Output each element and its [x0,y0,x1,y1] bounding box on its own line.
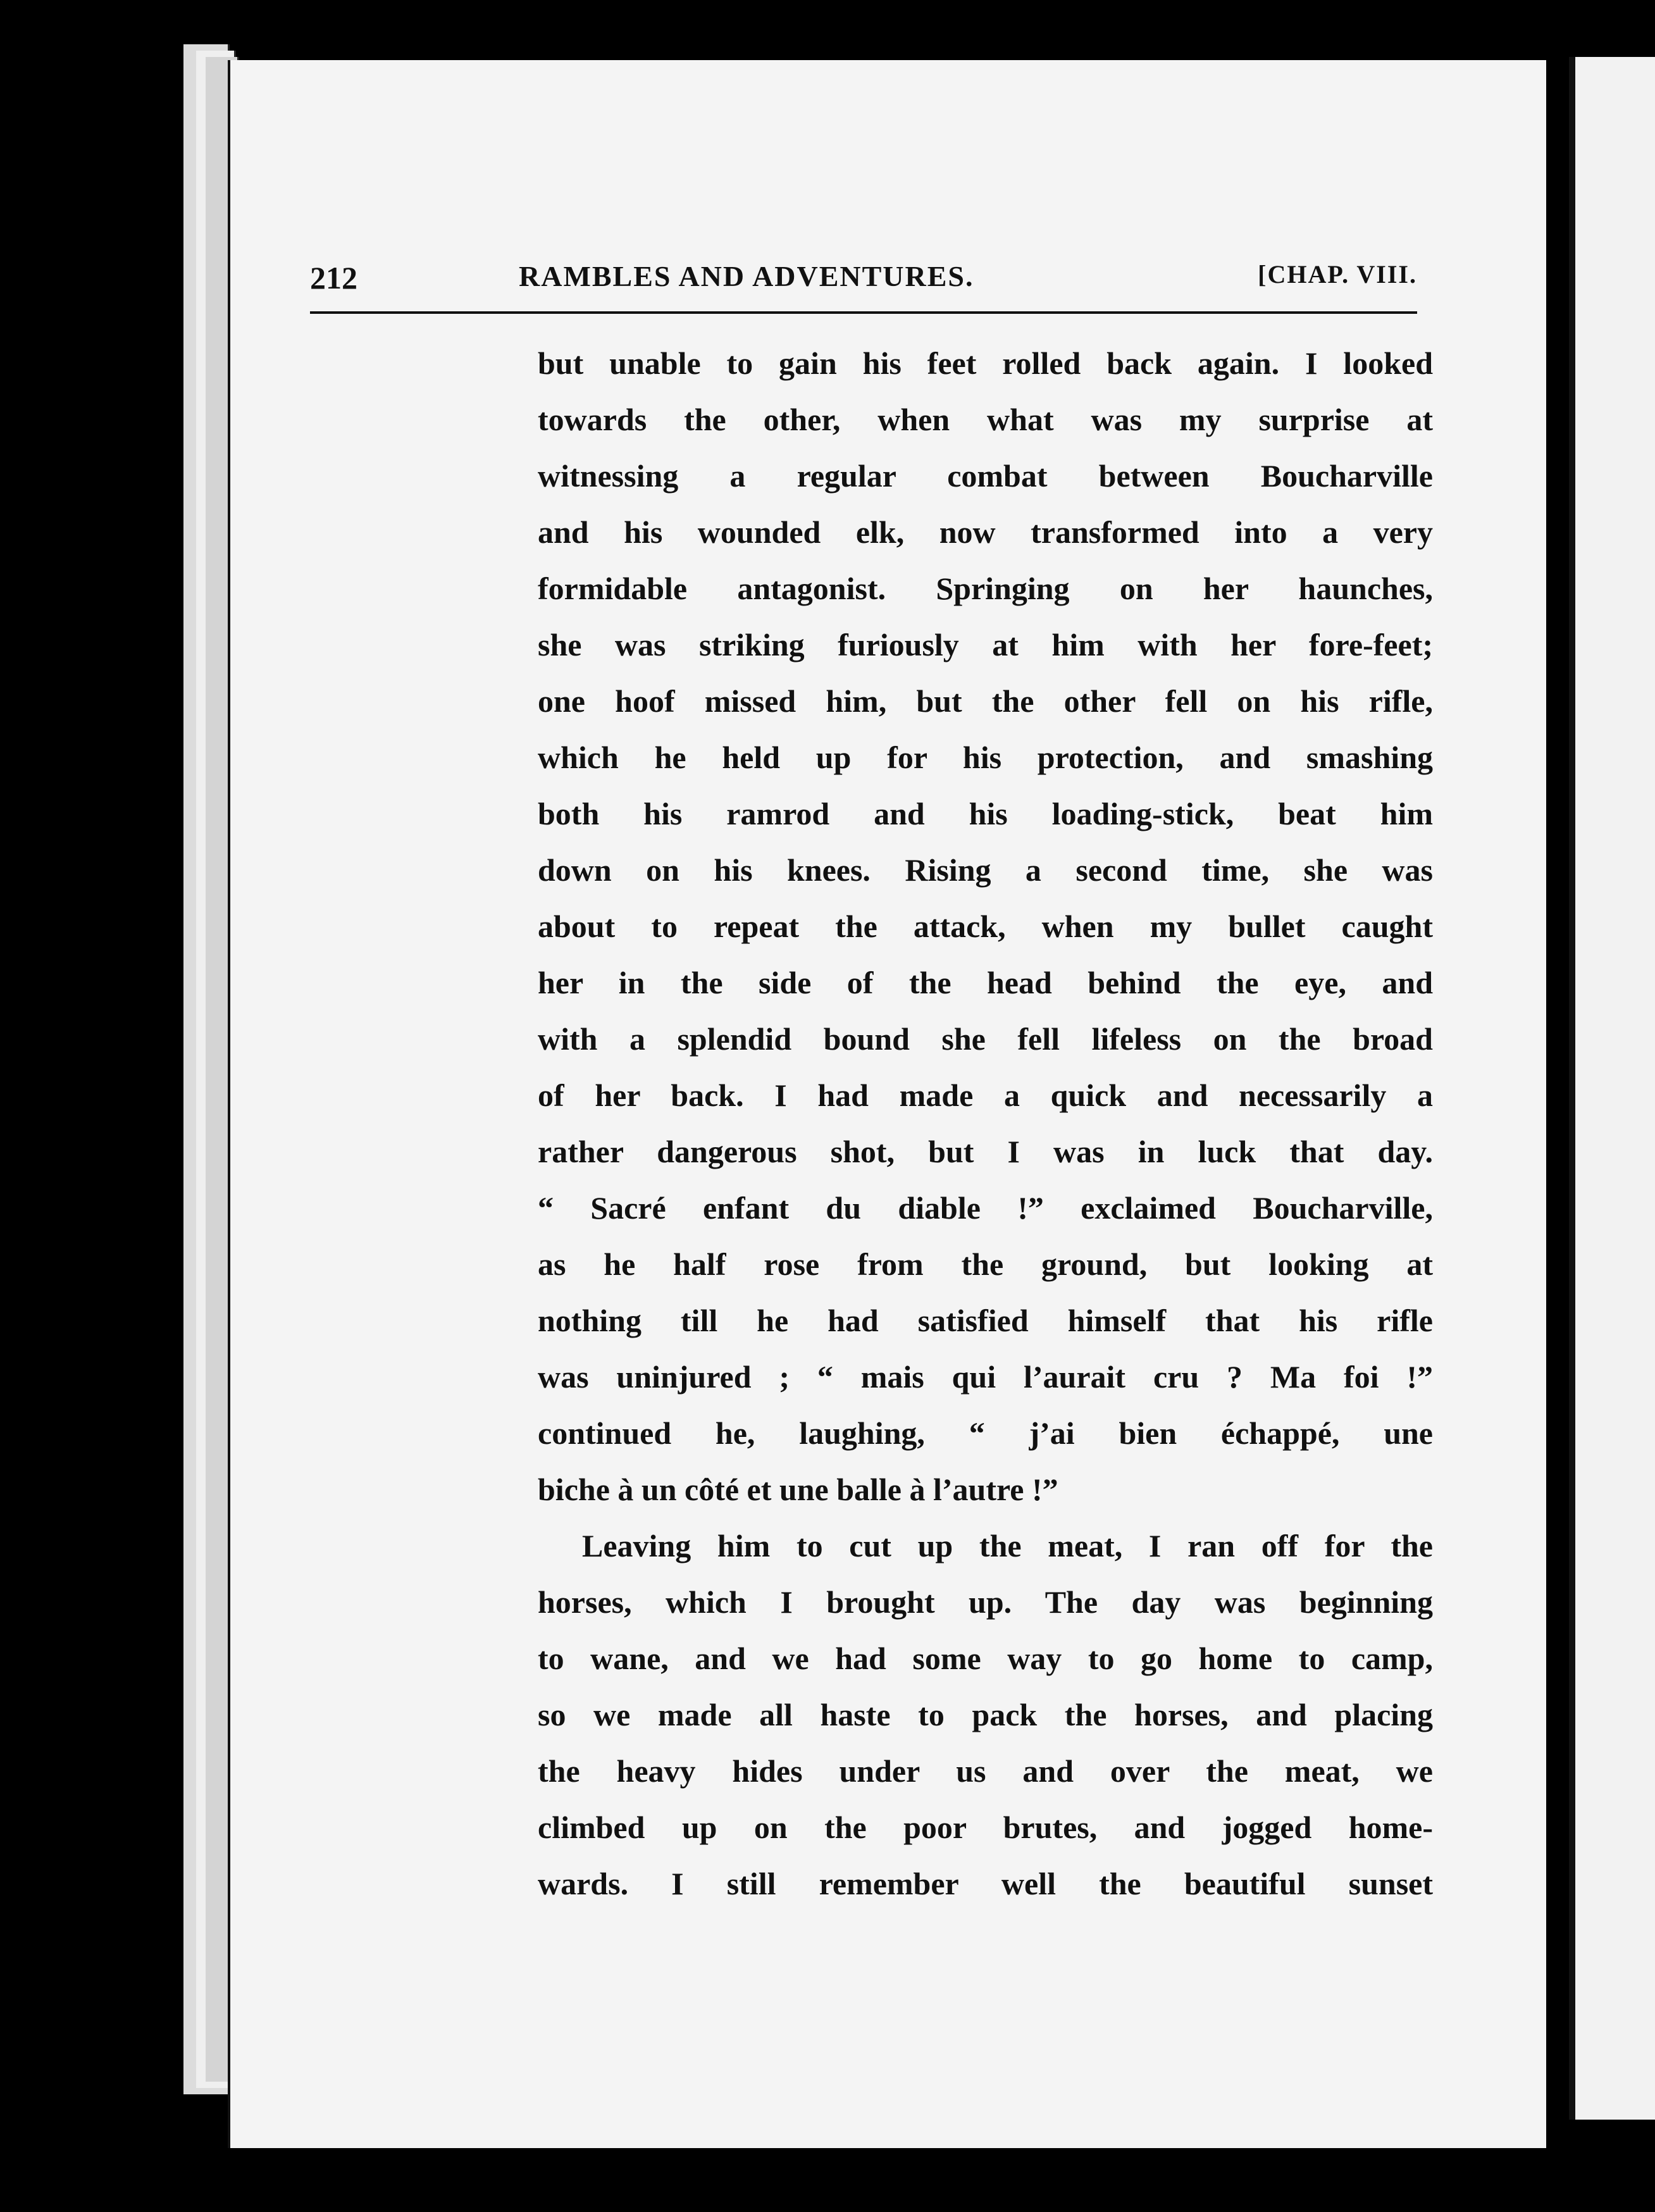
text-line: formidable antagonist. Springing on her haunches, [538,571,1433,606]
text-line: her in the side of the head behind the eye, and [538,965,1433,1000]
text-line: so we made all haste to pack the horses, and placing [538,1697,1433,1732]
facing-page-edge [1569,57,1655,2120]
text-line: biche à un côté et une balle à l’autre !” [538,1472,1058,1507]
text-line: one hoof missed him, but the other fell on his rifle, [538,683,1433,719]
text-line: with a splendid bound she fell lifeless on the broad [538,1021,1433,1057]
page-number: 212 [310,260,357,295]
text-line: to wane, and we had some way to go home to camp, [538,1641,1433,1676]
text-line: both his ramrod and his loading-stick, beat him [538,796,1433,831]
text-line: and his wounded elk, now transformed into a very [538,514,1433,550]
text-line: towards the other, when what was my surprise at [538,402,1433,437]
text-line: “ Sacré enfant du diable !” exclaimed Boucharville, [538,1190,1433,1226]
text-line: witnessing a regular combat between Boucharville [538,458,1433,494]
text-line: climbed up on the poor brutes, and jogged home- [538,1810,1433,1845]
text-line: the heavy hides under us and over the meat, we [538,1753,1433,1789]
text-line: but unable to gain his feet rolled back again. I looked [538,345,1433,381]
text-line: down on his knees. Rising a second time, she was [538,852,1433,888]
text-line: rather dangerous shot, but I was in luck that day. [538,1134,1433,1169]
text-line: she was striking furiously at him with her fore-feet; [538,627,1433,662]
text-line: of her back. I had made a quick and necessarily a [538,1078,1433,1113]
text-line: as he half rose from the ground, but looking at [538,1246,1433,1282]
page-header [310,253,1417,304]
chapter-reference: [CHAP. VIII. [1258,260,1417,289]
text-line: which he held up for his protection, and smashing [538,740,1433,775]
text-line: wards. I still remember well the beautiful sunset [538,1866,1433,1901]
running-title: RAMBLES AND ADVENTURES. [519,260,974,292]
text-line: Leaving him to cut up the meat, I ran off for the [582,1528,1433,1563]
header-rule [310,311,1417,314]
text-line: was uninjured ; “ mais qui l’aurait cru ? Ma foi !” [538,1359,1433,1395]
text-line: continued he, laughing, “ j’ai bien échappé, une [538,1415,1433,1451]
body-text [538,335,1433,1912]
text-line: about to repeat the attack, when my bullet caught [538,909,1433,944]
text-line: nothing till he had satisfied himself that his rifle [538,1303,1433,1338]
text-line: horses, which I brought up. The day was beginning [538,1584,1433,1620]
